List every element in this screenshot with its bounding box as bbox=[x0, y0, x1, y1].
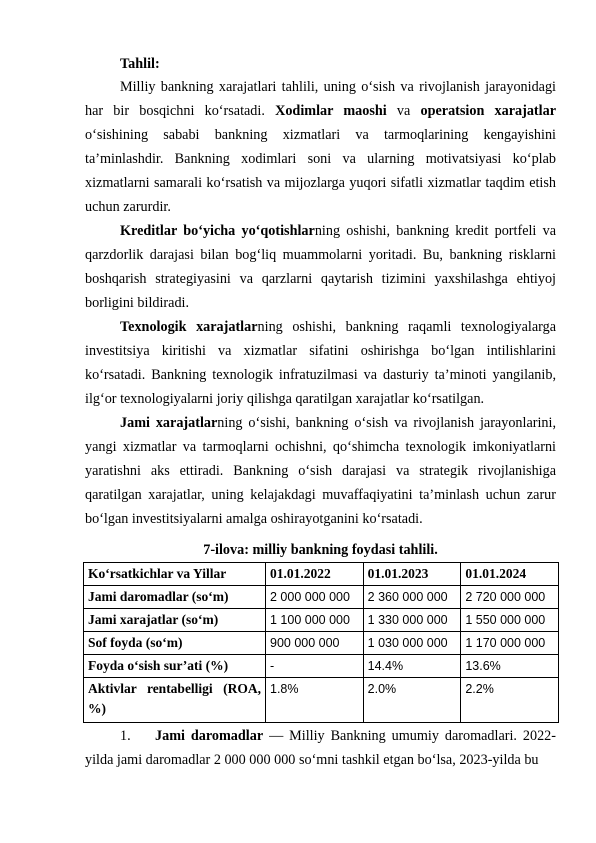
table-cell: 2 720 000 000 bbox=[461, 586, 559, 609]
row-label: Sof foyda (so‘m) bbox=[84, 632, 266, 655]
section-heading: Tahlil: bbox=[120, 56, 160, 72]
text: — Milliy Bankning umumiy daromadlari. 2022-yilda jami daromadlar 2 000 000 000 so‘mni tashkil etgan bo‘lsa, 2023-yilda bu bbox=[85, 728, 556, 768]
bold-term: Jami xarajatlar bbox=[120, 415, 218, 431]
table-row bbox=[84, 655, 559, 678]
header-cell: 01.01.2023 bbox=[363, 563, 461, 586]
table-row bbox=[84, 678, 559, 723]
row-label: Jami xarajatlar (so‘m) bbox=[84, 609, 266, 632]
table-cell: 1 170 000 000 bbox=[461, 632, 559, 655]
bold-term: Kreditlar bo‘yicha yo‘qotishlar bbox=[120, 223, 315, 239]
table-cell: 1 100 000 000 bbox=[266, 609, 364, 632]
text: Milliy bankning xarajatlari tahlili, uning o‘sish va rivojlanish jarayonidagi har bir bosqichni ko‘rsatadi. bbox=[85, 79, 556, 119]
table-cell: 2.0% bbox=[363, 678, 461, 723]
table-cell: 1 550 000 000 bbox=[461, 609, 559, 632]
bold-term: Jami daromadlar bbox=[155, 728, 264, 744]
table-cell: 2.2% bbox=[461, 678, 559, 723]
table-cell: 2 360 000 000 bbox=[363, 586, 461, 609]
header-cell: 01.01.2022 bbox=[266, 563, 364, 586]
table-cell: 900 000 000 bbox=[266, 632, 364, 655]
paragraph-total-expenses bbox=[85, 411, 556, 531]
text: o‘sishining sababi bankning xizmatlari va tarmoqlarining kengayishini ta’minlashdir. Bankning xodimlari soni va ularning motivatsiyasi ko‘plab xizmatlarni samarali ko‘rsatish va mijozlarga yuqori sifatli xizmatlar taqdim etish uchun zarurdir. bbox=[85, 127, 556, 215]
paragraph-total-income bbox=[85, 724, 556, 772]
paragraph-credit-losses bbox=[85, 219, 556, 315]
paragraph-tech-expenses bbox=[85, 315, 556, 411]
bold-term: operatsion xarajatlar bbox=[420, 103, 556, 119]
header-cell: 01.01.2024 bbox=[461, 563, 559, 586]
table-cell: 13.6% bbox=[461, 655, 559, 678]
row-label: Foyda o‘sish sur’ati (%) bbox=[84, 655, 266, 678]
row-label: Aktivlar rentabelligi (ROA, %) bbox=[84, 678, 266, 723]
table-cell: 1 330 000 000 bbox=[363, 609, 461, 632]
table-caption: 7-ilova: milliy bankning foydasi tahlili. bbox=[203, 542, 438, 558]
table-cell: 1.8% bbox=[266, 678, 364, 723]
text: ning oshishi, bankning kredit portfeli va qarzdorlik darajasi bilan bog‘liq muammolarni yoritadi. Bu, bankning risklarni boshqarish strategiyasini va qarzlarni qaytarish tizimini yaxshilashga ehtiyoj borligini bildiradi. bbox=[85, 223, 556, 311]
text: ning o‘sishi, bankning o‘sish va rivojlanish jarayonlarini, yangi xizmatlar va tarmoqlarni ochishni, qo‘shimcha texnologik imkoniyatlarni yaratishni aks ettiradi. Bankning o‘sish darajasi va strategik rivojlanishiga qaratilgan xarajatlar, uning kelajakdagi muvaffaqiyatini ta’minlash uchun zarur bo‘lgan investitsiyalarni amalga oshirayotganini ko‘rsatadi. bbox=[85, 415, 556, 527]
bold-term: Xodimlar maoshi bbox=[275, 103, 387, 119]
profit-analysis-table bbox=[83, 562, 559, 723]
table-row bbox=[84, 609, 559, 632]
text: ning oshishi, bankning raqamli texnologiyalarga investitsiya kiritishi va xizmatlar sifatini oshirishga bo‘lgan intilishlarini ko‘rsatadi. Bankning texnologik infratuzilmasi va dasturiy ta’minoti yangilanib, ilg‘or texnologiyalarni joriy qilishga qaratilgan xarajatlar ko‘rsatilgan. bbox=[85, 319, 556, 407]
row-label: Jami daromadlar (so‘m) bbox=[84, 586, 266, 609]
list-number: 1. bbox=[120, 728, 131, 744]
table-header-row bbox=[84, 563, 559, 586]
table-cell: 14.4% bbox=[363, 655, 461, 678]
paragraph-expenses-analysis bbox=[85, 75, 556, 219]
table-cell: - bbox=[266, 655, 364, 678]
table-cell: 2 000 000 000 bbox=[266, 586, 364, 609]
header-cell: Ko‘rsatkichlar va Yillar bbox=[84, 563, 266, 586]
bold-term: Texnologik xarajatlar bbox=[120, 319, 258, 335]
table-row bbox=[84, 586, 559, 609]
text: va bbox=[386, 103, 421, 119]
table-cell: 1 030 000 000 bbox=[363, 632, 461, 655]
table-row bbox=[84, 632, 559, 655]
